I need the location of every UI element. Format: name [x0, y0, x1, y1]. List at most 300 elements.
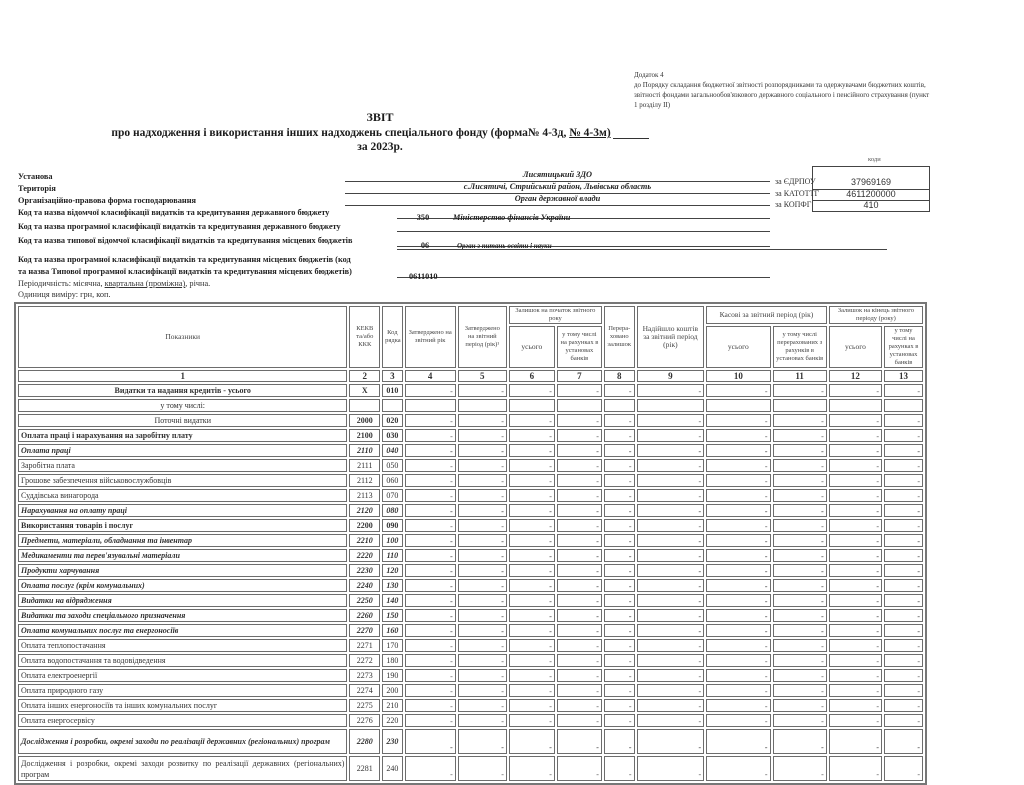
value-cell: -	[557, 756, 602, 781]
legal-form-label: Організаційно-правова форма господарювання	[18, 196, 196, 205]
table-row	[18, 399, 923, 412]
value-cell: -	[637, 384, 705, 397]
value-cell: -	[706, 639, 770, 652]
value-cell: -	[509, 684, 555, 697]
value-cell: -	[637, 669, 705, 682]
value-cell: -	[637, 639, 705, 652]
value-cell: -	[773, 624, 827, 637]
row-indicator-name: у тому числі:	[18, 399, 347, 412]
value-cell: -	[706, 579, 770, 592]
value-cell: -	[557, 474, 602, 487]
value-cell: -	[604, 489, 635, 502]
row-kekv: 2100	[349, 429, 380, 442]
value-cell: -	[706, 459, 770, 472]
value-cell: -	[557, 429, 602, 442]
value-cell: -	[773, 384, 827, 397]
value-cell: -	[773, 414, 827, 427]
column-number: 3	[382, 370, 402, 382]
value-cell: -	[405, 609, 456, 622]
table-body	[18, 384, 923, 781]
institution-value: Лисятицький ЗДО	[522, 170, 593, 179]
value-cell: -	[405, 729, 456, 754]
value-cell: -	[604, 534, 635, 547]
header-start-total: усього	[509, 326, 555, 368]
value-cell: -	[557, 654, 602, 667]
table-row	[18, 579, 923, 592]
typ-dept-code: 06	[420, 241, 430, 250]
value-cell: -	[458, 519, 507, 532]
value-cell: -	[405, 714, 456, 727]
value-cell: -	[829, 714, 882, 727]
value-cell: -	[458, 504, 507, 517]
header-end-total: усього	[829, 326, 882, 368]
value-cell: -	[829, 564, 882, 577]
legal-form-value: Орган державної влади	[514, 194, 601, 203]
value-cell: -	[604, 519, 635, 532]
value-cell: -	[458, 534, 507, 547]
local-prog-label-1: Код та назва програмної класифікації видатків та кредитування місцевих бюджетів (код	[18, 255, 351, 264]
value-cell: -	[884, 489, 923, 502]
value-cell: -	[604, 654, 635, 667]
value-cell: -	[773, 756, 827, 781]
row-code: 130	[382, 579, 402, 592]
value-cell: -	[604, 549, 635, 562]
row-code: 030	[382, 429, 402, 442]
value-cell: -	[706, 489, 770, 502]
value-cell: -	[706, 429, 770, 442]
value-cell: -	[604, 429, 635, 442]
value-cell: -	[509, 609, 555, 622]
value-cell: -	[706, 756, 770, 781]
value-cell: -	[557, 414, 602, 427]
value-cell	[829, 399, 882, 412]
header-cash-total: усього	[706, 326, 770, 368]
value-cell: -	[557, 489, 602, 502]
local-prog-code: 0611010	[409, 272, 438, 281]
value-cell: -	[706, 534, 770, 547]
value-cell: -	[773, 654, 827, 667]
header-indicators: Показники	[18, 306, 347, 368]
value-cell: -	[604, 699, 635, 712]
row-code: 210	[382, 699, 402, 712]
row-kekv: 2110	[349, 444, 380, 457]
value-cell: -	[637, 549, 705, 562]
value-cell: -	[637, 609, 705, 622]
report-form-number: № 4-3м)	[569, 127, 611, 139]
column-number: 8	[604, 370, 635, 382]
value-cell: -	[458, 699, 507, 712]
row-code: 240	[382, 756, 402, 781]
value-cell: -	[773, 729, 827, 754]
value-cell: -	[706, 594, 770, 607]
value-cell: -	[884, 714, 923, 727]
table-row	[18, 549, 923, 562]
row-code: 110	[382, 549, 402, 562]
value-cell: -	[637, 756, 705, 781]
column-number: 12	[829, 370, 882, 382]
value-cell: -	[509, 489, 555, 502]
value-cell: -	[637, 519, 705, 532]
appendix-title: Додаток 4	[634, 71, 664, 79]
row-indicator-name: Дослідження і розробки, окремі заходи розвитку по реалізації державних (регіональних) програм	[18, 756, 347, 781]
value-cell: -	[557, 519, 602, 532]
value-cell: -	[458, 459, 507, 472]
value-cell: -	[829, 534, 882, 547]
value-cell: -	[604, 594, 635, 607]
row-kekv: 2272	[349, 654, 380, 667]
row-indicator-name: Грошове забезпечення військовослужбовців	[18, 474, 347, 487]
row-indicator-name: Видатки на відрядження	[18, 594, 347, 607]
value-cell: -	[405, 654, 456, 667]
value-cell: -	[884, 579, 923, 592]
value-cell: -	[557, 594, 602, 607]
row-code: 020	[382, 414, 402, 427]
value-cell: -	[637, 699, 705, 712]
periodicity-suffix: , річна.	[185, 279, 211, 288]
value-cell: -	[706, 609, 770, 622]
periodicity-selected: квартальна (проміжна)	[104, 279, 186, 288]
row-code: 220	[382, 714, 402, 727]
value-cell: -	[637, 459, 705, 472]
column-numbers-row	[18, 370, 923, 382]
table-row	[18, 564, 923, 577]
value-cell: -	[458, 669, 507, 682]
value-cell: -	[557, 549, 602, 562]
value-cell: -	[405, 474, 456, 487]
column-number: 5	[458, 370, 507, 382]
value-cell: -	[884, 594, 923, 607]
header-approved-period: Затверджено на звітний період (рік)¹	[458, 306, 507, 368]
row-code: 170	[382, 639, 402, 652]
value-cell: -	[773, 549, 827, 562]
value-cell	[637, 399, 705, 412]
value-cell: -	[509, 384, 555, 397]
value-cell: -	[829, 474, 882, 487]
value-cell: -	[884, 699, 923, 712]
value-cell: -	[458, 654, 507, 667]
row-kekv: 2260	[349, 609, 380, 622]
table-row	[18, 384, 923, 397]
table-row	[18, 609, 923, 622]
value-cell: -	[637, 729, 705, 754]
value-cell: -	[773, 489, 827, 502]
value-cell: -	[829, 669, 882, 682]
column-number: 9	[637, 370, 705, 382]
value-cell: -	[405, 429, 456, 442]
row-kekv: 2230	[349, 564, 380, 577]
value-cell: -	[557, 699, 602, 712]
territory-label: Територія	[18, 184, 56, 193]
value-cell: -	[773, 564, 827, 577]
value-cell: -	[637, 579, 705, 592]
value-cell: -	[706, 564, 770, 577]
value-cell: -	[706, 504, 770, 517]
value-cell: -	[884, 549, 923, 562]
prog-class-label: Код та назва програмної класифікації видатків та кредитування державного бюджету	[18, 222, 341, 231]
value-cell: -	[509, 504, 555, 517]
value-cell: -	[458, 609, 507, 622]
value-cell: -	[604, 624, 635, 637]
column-number: 4	[405, 370, 456, 382]
row-code: 200	[382, 684, 402, 697]
value-cell: -	[773, 639, 827, 652]
value-cell	[706, 399, 770, 412]
value-cell	[405, 399, 456, 412]
katottg-label: за КАТОТТГ	[775, 189, 820, 198]
value-cell: -	[557, 534, 602, 547]
value-cell: -	[884, 654, 923, 667]
value-cell: -	[884, 669, 923, 682]
row-code: 140	[382, 594, 402, 607]
value-cell: -	[637, 654, 705, 667]
row-kekv: 2113	[349, 489, 380, 502]
value-cell: -	[405, 549, 456, 562]
value-cell: -	[509, 459, 555, 472]
value-cell: -	[405, 444, 456, 457]
value-cell: -	[637, 534, 705, 547]
row-indicator-name: Поточні видатки	[18, 414, 347, 427]
value-cell: -	[773, 699, 827, 712]
row-code: 230	[382, 729, 402, 754]
value-cell: -	[458, 579, 507, 592]
value-cell: -	[557, 444, 602, 457]
row-indicator-name: Оплата праці і нарахування на заробітну плату	[18, 429, 347, 442]
report-title: ЗВІТ	[366, 110, 394, 124]
column-number: 10	[706, 370, 770, 382]
value-cell: -	[706, 714, 770, 727]
value-cell: -	[884, 684, 923, 697]
value-cell: -	[637, 624, 705, 637]
table-row	[18, 669, 923, 682]
value-cell: -	[829, 594, 882, 607]
row-indicator-name: Оплата інших енергоносіїв та інших комунальних послуг	[18, 699, 347, 712]
row-indicator-name: Оплата комунальних послуг та енергоносіїв	[18, 624, 347, 637]
value-cell: -	[829, 459, 882, 472]
typ-dept-label: Код та назва типової відомчої класифікації видатків та кредитування місцевих бюджетів	[18, 236, 353, 245]
row-indicator-name: Нарахування на оплату праці	[18, 504, 347, 517]
value-cell: -	[773, 609, 827, 622]
periodicity-prefix: Періодичність: місячна,	[18, 279, 105, 288]
legal-form-field	[345, 194, 770, 206]
value-cell: -	[829, 444, 882, 457]
value-cell: -	[557, 459, 602, 472]
row-kekv: X	[349, 384, 380, 397]
value-cell: -	[458, 489, 507, 502]
value-cell: -	[557, 609, 602, 622]
value-cell: -	[829, 624, 882, 637]
territory-field	[345, 182, 770, 194]
value-cell: -	[637, 504, 705, 517]
value-cell: -	[773, 474, 827, 487]
value-cell: -	[637, 594, 705, 607]
row-kekv: 2276	[349, 714, 380, 727]
edrpou-label: за ЄДРПОУ	[775, 177, 816, 186]
table-row	[18, 444, 923, 457]
row-code: 120	[382, 564, 402, 577]
table-row	[18, 474, 923, 487]
row-indicator-name: Видатки та заходи спеціального призначення	[18, 609, 347, 622]
value-cell: -	[405, 519, 456, 532]
value-cell: -	[773, 519, 827, 532]
row-indicator-name: Продукти харчування	[18, 564, 347, 577]
value-cell: -	[829, 699, 882, 712]
header-balance-end: Залишок на кінець звітного періоду (року)	[829, 306, 923, 324]
value-cell: -	[557, 639, 602, 652]
value-cell: -	[706, 624, 770, 637]
value-cell: -	[604, 639, 635, 652]
value-cell: -	[509, 624, 555, 637]
value-cell: -	[884, 519, 923, 532]
row-kekv: 2240	[349, 579, 380, 592]
appendix-note	[634, 70, 934, 110]
value-cell: -	[509, 429, 555, 442]
row-kekv: 2210	[349, 534, 380, 547]
value-cell: -	[884, 756, 923, 781]
row-indicator-name: Оплата електроенергії	[18, 669, 347, 682]
value-cell: -	[773, 429, 827, 442]
row-kekv: 2200	[349, 519, 380, 532]
row-kekv: 2280	[349, 729, 380, 754]
row-code: 040	[382, 444, 402, 457]
value-cell	[557, 399, 602, 412]
row-code	[382, 399, 402, 412]
value-cell: -	[405, 489, 456, 502]
katottg-code: 4611200000	[813, 189, 929, 201]
value-cell: -	[829, 504, 882, 517]
value-cell: -	[637, 474, 705, 487]
value-cell: -	[405, 504, 456, 517]
value-cell	[884, 399, 923, 412]
value-cell: -	[405, 624, 456, 637]
value-cell: -	[458, 414, 507, 427]
value-cell: -	[884, 459, 923, 472]
value-cell: -	[829, 579, 882, 592]
table-row	[18, 684, 923, 697]
value-cell: -	[884, 624, 923, 637]
value-cell: -	[706, 384, 770, 397]
value-cell: -	[773, 594, 827, 607]
row-indicator-name: Використання товарів і послуг	[18, 519, 347, 532]
header-end-banks: у тому числі на рахунках в установах банків	[884, 326, 923, 368]
table-row	[18, 594, 923, 607]
codes-header: коди	[868, 156, 881, 163]
value-cell: -	[557, 684, 602, 697]
value-cell: -	[405, 639, 456, 652]
value-cell: -	[773, 504, 827, 517]
value-cell: -	[637, 684, 705, 697]
table-row	[18, 756, 923, 781]
value-cell: -	[557, 579, 602, 592]
value-cell: -	[458, 714, 507, 727]
header-start-banks: у тому числі на рахунках в установах банків	[557, 326, 602, 368]
table-row	[18, 504, 923, 517]
row-indicator-name: Суддівська винагорода	[18, 489, 347, 502]
row-kekv: 2270	[349, 624, 380, 637]
value-cell: -	[405, 594, 456, 607]
local-prog-field	[397, 266, 770, 281]
row-kekv: 2281	[349, 756, 380, 781]
table-row	[18, 519, 923, 532]
table-row	[18, 699, 923, 712]
value-cell: -	[509, 534, 555, 547]
divider-line	[397, 249, 887, 250]
value-cell: -	[557, 729, 602, 754]
header-transferred: Перера-ховано залишок	[604, 306, 635, 368]
value-cell: -	[604, 729, 635, 754]
table-row	[18, 654, 923, 667]
value-cell: -	[509, 669, 555, 682]
dept-class-value: Міністерство фінансів України	[453, 213, 571, 222]
row-kekv: 2274	[349, 684, 380, 697]
row-kekv: 2273	[349, 669, 380, 682]
value-cell: -	[509, 444, 555, 457]
row-kekv: 2275	[349, 699, 380, 712]
value-cell: -	[637, 714, 705, 727]
value-cell: -	[604, 714, 635, 727]
typ-dept-value: Орган з питань освіти і науки	[457, 242, 552, 250]
value-cell: -	[405, 459, 456, 472]
institution-label: Установа	[18, 172, 53, 181]
row-code: 190	[382, 669, 402, 682]
table-row	[18, 429, 923, 442]
value-cell: -	[509, 594, 555, 607]
value-cell: -	[637, 414, 705, 427]
table-row	[18, 729, 923, 754]
row-code: 100	[382, 534, 402, 547]
row-code: 070	[382, 489, 402, 502]
value-cell: -	[458, 564, 507, 577]
value-cell: -	[884, 474, 923, 487]
table-header-row-1	[18, 306, 923, 324]
table-row	[18, 489, 923, 502]
value-cell: -	[509, 474, 555, 487]
value-cell: -	[884, 534, 923, 547]
value-cell: -	[829, 729, 882, 754]
value-cell: -	[604, 474, 635, 487]
value-cell: -	[706, 729, 770, 754]
codes-box	[812, 166, 930, 212]
value-cell: -	[604, 756, 635, 781]
value-cell: -	[829, 384, 882, 397]
value-cell: -	[509, 519, 555, 532]
value-cell: -	[458, 444, 507, 457]
value-cell: -	[884, 564, 923, 577]
row-code: 180	[382, 654, 402, 667]
value-cell: -	[884, 729, 923, 754]
value-cell: -	[706, 669, 770, 682]
row-kekv	[349, 399, 380, 412]
value-cell: -	[509, 579, 555, 592]
value-cell: -	[604, 414, 635, 427]
row-code: 090	[382, 519, 402, 532]
row-kekv: 2220	[349, 549, 380, 562]
dept-class-label: Код та назва відомчої класифікації видатків та кредитування державного бюджету	[18, 208, 330, 217]
value-cell: -	[604, 684, 635, 697]
territory-value: с.Лисятичі, Стрийський район, Львівська область	[463, 182, 652, 191]
value-cell: -	[773, 684, 827, 697]
value-cell: -	[509, 639, 555, 652]
value-cell: -	[405, 564, 456, 577]
value-cell: -	[458, 729, 507, 754]
value-cell: -	[637, 489, 705, 502]
row-indicator-name: Оплата енергосервісу	[18, 714, 347, 727]
row-indicator-name: Оплата теплопостачання	[18, 639, 347, 652]
row-indicator-name: Медикаменти та перев'язувальні матеріали	[18, 549, 347, 562]
column-number: 2	[349, 370, 380, 382]
value-cell	[604, 399, 635, 412]
column-number: 1	[18, 370, 347, 382]
value-cell: -	[706, 444, 770, 457]
